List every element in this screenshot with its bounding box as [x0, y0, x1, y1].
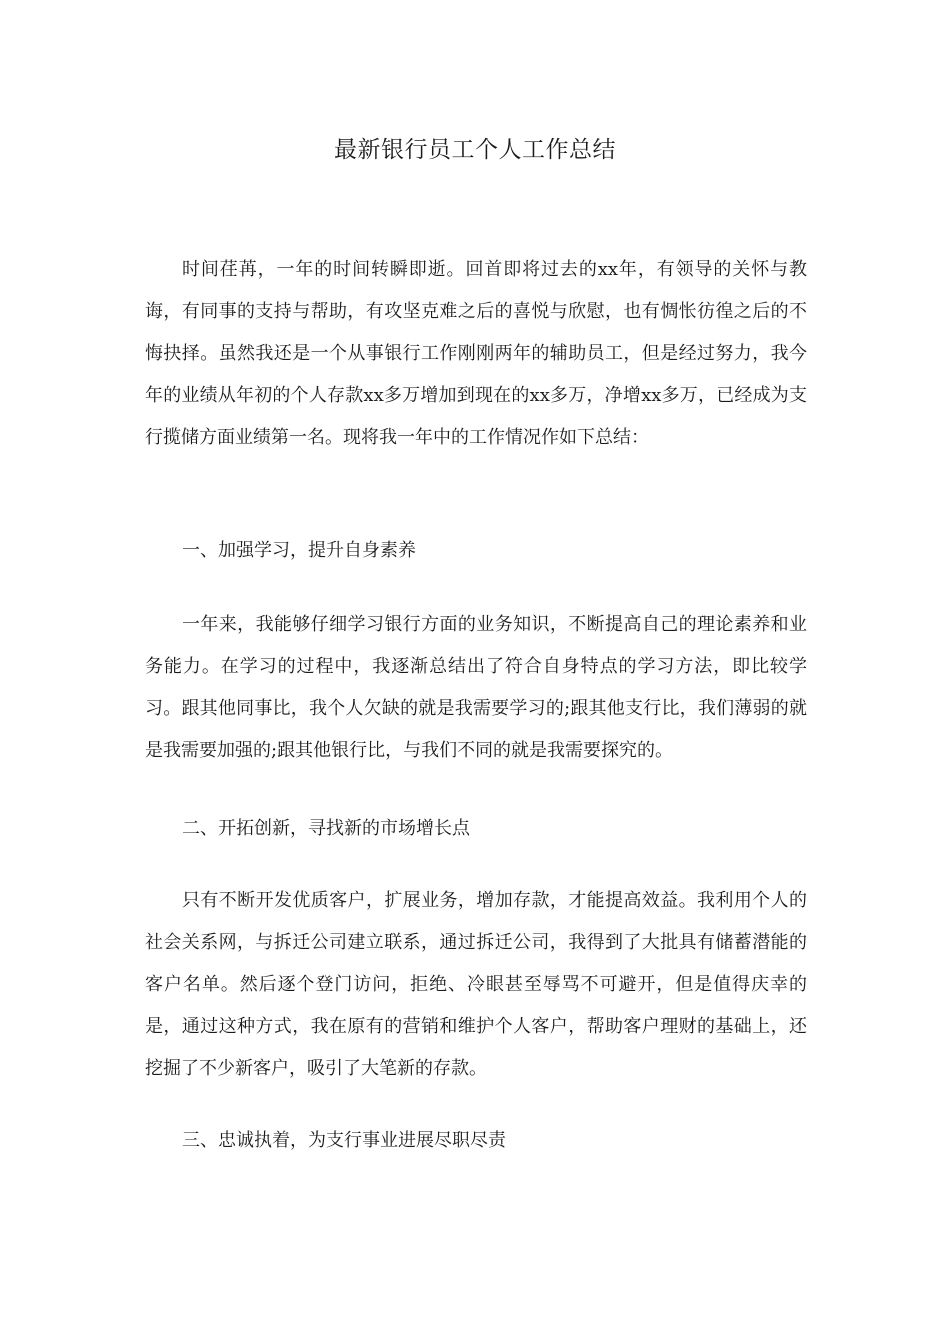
document-title: 最新银行员工个人工作总结 [334, 137, 616, 163]
section-heading-3: 三、忠诚执着，为支行事业进展尽职尽责 [182, 1130, 506, 1151]
section-heading-1: 一、加强学习，提升自身素养 [182, 540, 416, 561]
section-heading-2: 二、开拓创新，寻找新的市场增长点 [182, 818, 470, 839]
section-2-paragraph: 只有不断开发优质客户，扩展业务，增加存款，才能提高效益。我利用个人的社会关系网，与拆迁公司建立联系，通过拆迁公司，我得到了大批具有储蓄潜能的客户名单。然后逐个登门访问，拒绝、冷眼甚至辱骂不可避开，但是值得庆幸的是，通过这种方式，我在原有的营销和维护个人客户，帮助客户理财的基础上，还挖掘了不少新客户，吸引了大笔新的存款。 [145, 890, 807, 1079]
intro-paragraph: 时间荏苒，一年的时间转瞬即逝。回首即将过去的xx年，有领导的关怀与教诲，有同事的支持与帮助，有攻坚克难之后的喜悦与欣慰，也有惆怅彷徨之后的不悔抉择。虽然我还是一个从事银行工作刚刚两年的辅助员工，但是经过努力，我今年的业绩从年初的个人存款xx多万增加到现在的xx多万，净增xx多万，已经成为支行揽储方面业绩第一名。现将我一年中的工作情况作如下总结： [145, 259, 807, 448]
section-1-paragraph: 一年来，我能够仔细学习银行方面的业务知识，不断提高自己的理论素养和业务能力。在学习的过程中，我逐渐总结出了符合自身特点的学习方法，即比较学习。跟其他同事比，我个人欠缺的就是我需要学习的;跟其他支行比，我们薄弱的就是我需要加强的;跟其他银行比，与我们不同的就是我需要探究的。 [145, 614, 807, 761]
